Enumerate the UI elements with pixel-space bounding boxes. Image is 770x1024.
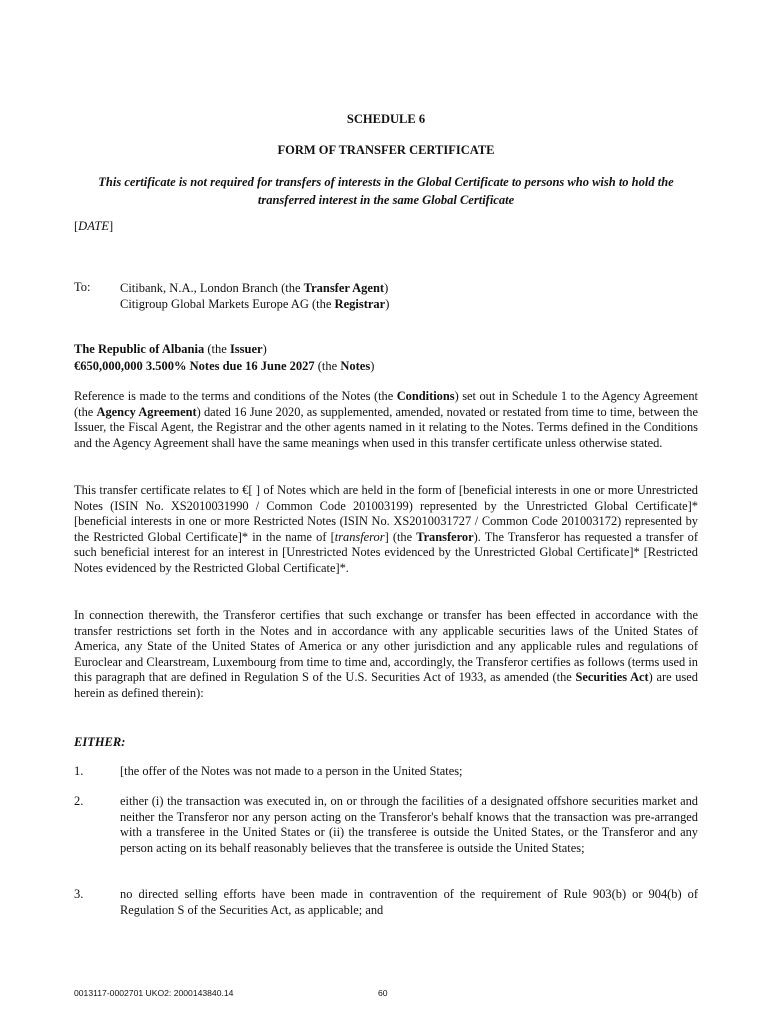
issuer-open: (the — [204, 342, 230, 356]
para1-text-e: ) dated 16 June 2020, as supplemented, amended, novated or restated from time to time, between the Issuer, the Fiscal Agent, the Registrar and the other agents named in it relating to the Notes. Terms defined in the Conditions and the Agency Agreement shall have the same meanings when used in this transfer certificate unless otherwise stated. — [74, 404, 698, 450]
para1-text-c: ) set out in Schedule 1 to the Agency Agreement (the — [74, 389, 698, 419]
date-line: [DATE] — [74, 219, 114, 233]
item-3-text: no directed selling efforts have been made in contravention of the requirement of Rule 903(b) or 904(b) of Regulation S of the Securities Act, as applicable; and — [120, 887, 698, 917]
form-title: FORM OF TRANSFER CERTIFICATE — [277, 143, 495, 157]
notes-open: (the — [314, 358, 341, 373]
para2-text-a: This transfer certificate relates to €[ ] of Notes which are held in the form of [beneficial interests in one or more Unrestricted Notes (ISIN No. XS2010031990 / Common Code 201003199) represented by the Unrestricted Global Certificate]* [beneficial interests in one or more Restricted Notes (ISIN No. XS2010031727 / Common Code 201003172) represented by the Restricted Global Certificate]* in the name of [ — [74, 483, 698, 544]
notes-term: Notes — [340, 358, 371, 373]
item-3-number: 3. — [74, 887, 84, 901]
para3-text-c: ) are used herein as defined therein): — [74, 670, 698, 700]
transfer-agent-close: ) — [384, 281, 389, 295]
registrar-name: Citigroup Global Markets Europe AG (the — [120, 297, 335, 311]
para2-text-e: ). The Transferor has requested a transfer of such beneficial interest for an interest in [Unrestricted Notes evidenced by the Unrestricted Global Certificate]* [Restricted Notes evidenced by the Restricted Global Certificate]*. — [74, 529, 698, 575]
schedule-heading: SCHEDULE 6 — [346, 112, 426, 126]
notes-close: ) — [370, 358, 375, 373]
reference-paragraph — [74, 389, 698, 451]
date-placeholder: DATE — [78, 219, 109, 233]
intro-statement: This certificate is not required for transfers of interests in the Global Certificate to persons who wish to hold the transferred interest in the same Global Certificate — [98, 175, 674, 207]
registrar-term: Registrar — [334, 297, 386, 311]
registrar-close: ) — [385, 297, 390, 311]
issuer-name: The Republic of Albania — [74, 342, 205, 356]
transfer-agent-line — [120, 280, 680, 296]
either-label: EITHER: — [74, 735, 126, 749]
issuer-close: ) — [262, 342, 267, 356]
transfer-paragraph — [74, 483, 698, 577]
conditions-term: Conditions — [396, 389, 455, 403]
agency-agreement-term: Agency Agreement — [96, 404, 197, 419]
para2-text-c: ] (the — [384, 529, 417, 544]
footer-reference: 0013117-0002701 UKO2: 2000143840.14 — [74, 988, 234, 998]
transferor-term: Transferor — [416, 529, 474, 544]
issuer-line — [74, 341, 698, 358]
registrar-line — [120, 296, 680, 312]
transfer-agent-term: Transfer Agent — [303, 281, 385, 295]
transferor-placeholder: transferor — [334, 529, 385, 544]
to-label: To: — [74, 280, 91, 294]
item-1-number: 1. — [74, 764, 84, 778]
item-2-text: either (i) the transaction was executed in, on or through the facilities of a designated offshore securities market and neither the Transferor nor any person acting on the Transferor's behalf knows that the transaction was pre-arranged with a transferee in the United States or (ii) the transferee is outside the United States, or the Transferor and any person acting on its behalf reasonably believes that the transferee is outside the United States; — [120, 794, 698, 855]
page-number: 60 — [378, 988, 388, 998]
issuer-term: Issuer — [229, 342, 263, 356]
securities-act-term: Securities Act — [575, 670, 649, 685]
para1-text-a: Reference is made to the terms and conditions of the Notes (the — [74, 389, 397, 403]
issuer-block — [74, 341, 698, 374]
item-1-text: [the offer of the Notes was not made to a person in the United States; — [120, 764, 463, 778]
certification-paragraph — [74, 608, 698, 702]
item-2-number: 2. — [74, 794, 84, 808]
notes-description: €650,000,000 3.500% Notes due 16 June 2027 — [74, 358, 315, 373]
para3-text-a: In connection therewith, the Transferor certifies that such exchange or transfer has been effected in accordance with the transfer restrictions set forth in the Notes and in accordance with any applicable securities laws of the United States of America, any State of the United States of America or any other jurisdiction and any applicable rules and regulations of Euroclear and Clearstream, Luxembourg from time to time and, accordingly, the Transferor certifies as follows (terms used in this paragraph that are defined in Regulation S of the U.S. Securities Act of 1933, as amended (the — [74, 608, 698, 685]
notes-line — [74, 358, 698, 375]
addressees — [120, 280, 680, 312]
transfer-agent-name: Citibank, N.A., London Branch (the — [120, 281, 304, 295]
